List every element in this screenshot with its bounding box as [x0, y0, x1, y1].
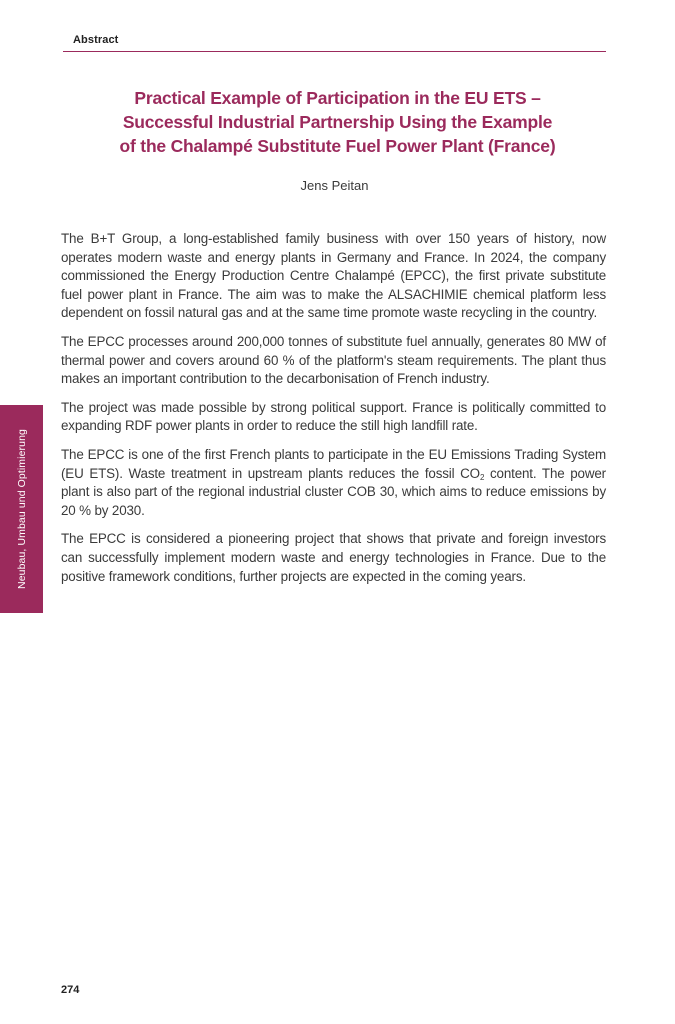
- paragraph-company-intro: The B+T Group, a long-established family business with over 150 years of history, now operates modern waste and energy plants in Germany and France. In 2024, the company commissioned the Energy Production Centre Chalampé (EPCC), the first private substitute fuel power plant in France. The aim was to make the ALSACHIMIE chemical platform less dependent on fossil natural gas and at the same time promote waste recycling in the country.: [61, 231, 606, 321]
- co2-subscript: 2: [479, 472, 485, 482]
- paragraph-eu-ets: [61, 446, 606, 520]
- title-line: of the Chalampé Substitute Fuel Power Plant (France): [119, 136, 556, 156]
- paragraph-political-support: The project was made possible by strong political support. France is politically committed to expanding RDF power plants in order to reduce the still high landfill rate.: [61, 399, 606, 434]
- abstract-body: [61, 230, 606, 596]
- paragraph-plant-capacity: The EPCC processes around 200,000 tonnes of substitute fuel annually, generates 80 MW of thermal power and covers around 60 % of the platform's steam requirements. The plant thus makes an important contribution to the decarbonisation of French industry.: [61, 333, 606, 387]
- paragraph-eu-ets-part2: content. The power plant is also part of the regional industrial cluster COB 30, which aims to reduce emissions by 20 % by 2030.: [61, 465, 606, 518]
- paragraph-outlook: The EPCC is considered a pioneering project that shows that private and foreign investors can successfully implement modern waste and energy technologies in France. Due to the positive framework conditions, further projects are expected in the coming years.: [61, 531, 606, 584]
- author-name: Jens Peitan: [300, 178, 369, 193]
- title-line: Practical Example of Participation in the EU ETS –: [134, 88, 541, 108]
- chapter-tab-label: Neubau, Umbau und Optimierung: [15, 429, 28, 589]
- article-title: [70, 86, 605, 158]
- running-header: [63, 32, 606, 52]
- title-line: Successful Industrial Partnership Using the Example: [122, 112, 553, 132]
- chapter-side-tab: [0, 405, 43, 613]
- section-label: Abstract: [73, 34, 119, 46]
- page-number: 274: [61, 984, 80, 996]
- paragraph-eu-ets-part1: The EPCC is one of the first French plants to participate in the EU Emissions Trading System (EU ETS). Waste treatment in upstream plants reduces the fossil CO: [61, 446, 606, 481]
